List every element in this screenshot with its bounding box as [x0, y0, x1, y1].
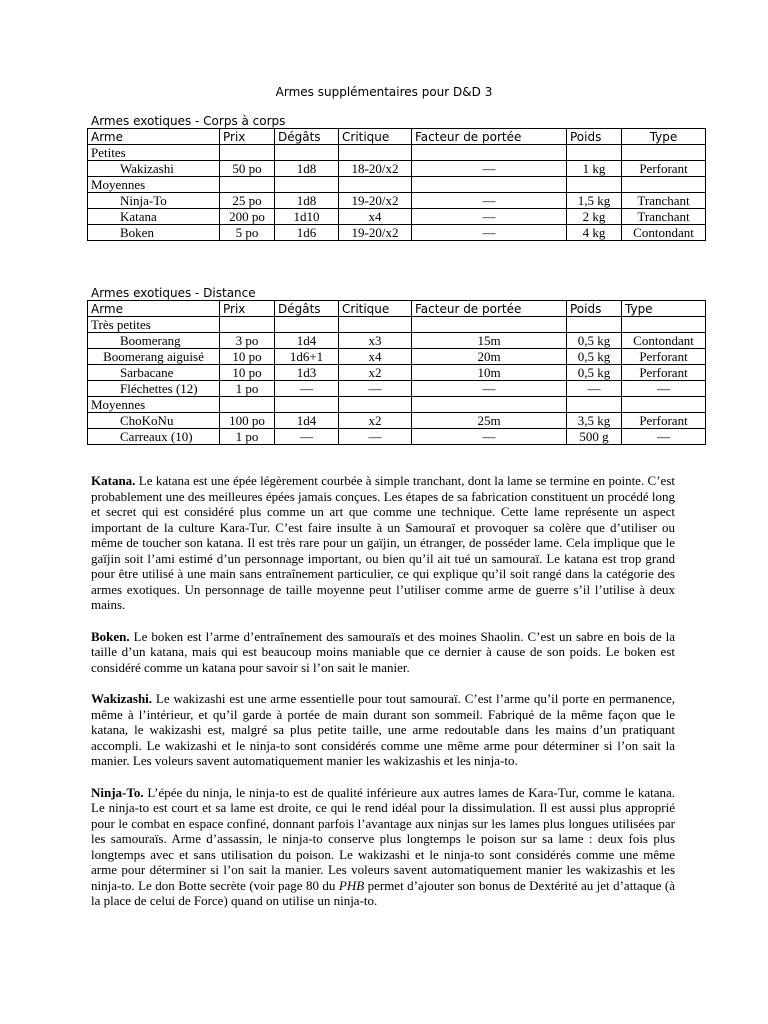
table-row — [88, 193, 706, 209]
wakizashi-text: Le wakizashi est une arme essentielle pour tout samouraï. C’est l’arme qu’il porte en permanence, même à l’intérieur, et qu’il garde à portée de main durant son sommeil. Fabriqué de la même façon que le katana, le wakizashi est, malgré sa plus petite taille, une arme redoutable dans les mains d’un pratiquant accompli. Le wakizashi et le ninja-to sont considérés comme une même arme pour déterminer si l’on sait la manier. Les voleurs savent automatiquement manier les wakizashis et les ninja-to. — [91, 691, 675, 768]
col-header-prix: Prix — [220, 301, 275, 317]
table-cell: 1d8 — [275, 161, 339, 177]
table-cell: 0,5 kg — [567, 365, 622, 381]
term-ninjato: Ninja-To. — [91, 784, 144, 800]
katana-text: Le katana est une épée légèrement courbée à simple tranchant, dont la lame se termine en pointe. C’est probablement une des meilleures épées jamais conçues. Les étapes de sa fabrication constituent un procédé long et secret qui est considéré plus comme un art que comme une technique. Cette lame représente un aspect important de la culture Kara-Tur. C’est faire insulte à un Samouraï et provoquer sa colère que d’utiliser ou même de toucher son katana. Il est très rare pour un gaïjin, un étranger, de posséder lame. Cela implique que le gaïjin soit l’ami estimé d’un personnage important, ou bien qu’il ait tué un samouraï. Le katana est trop grand pour être utilisé à une main sans entraînement particulier, ce qui explique qu’il soit rangé dans la catégorie des armes exotiques. Un personnage de taille moyenne peut l’utiliser comme arme de guerre s’il l’utilise à deux mains. — [91, 473, 675, 612]
table-cell — [275, 145, 339, 161]
table-cell — [412, 177, 567, 193]
col-header-type: Type — [622, 129, 706, 145]
col-header-degats: Dégâts — [275, 129, 339, 145]
table-cell: 2 kg — [567, 209, 622, 225]
melee-weapons-table — [87, 128, 706, 241]
table-cell — [220, 317, 275, 333]
table-cell — [275, 397, 339, 413]
weapon-name-cell: Katana — [88, 209, 220, 225]
table-cell: 4 kg — [567, 225, 622, 241]
table-cell: 0,5 kg — [567, 349, 622, 365]
col-header-arme: Arme — [88, 301, 220, 317]
ninjato-paragraph — [91, 785, 675, 909]
table-cell: 10 po — [220, 349, 275, 365]
table-cell: x2 — [339, 365, 412, 381]
ninjato-text-1: L’épée du ninja, le ninja-to est de qualité inférieure aux autres lames de Kara-Tur, comme le katana. Le ninja-to est court et sa lame est droite, ce qui le rend idéal pour la dissimulation. Il est aussi plus approprié pour le combat en espace confiné, donnant parfois l’avantage aux ninjas sur les lames plus longues utilisées par les samouraïs. Arme d’assassin, le ninja-to conserve plus longtemps le poison sur sa lame : deux fois plus longtemps avec et sans utilisation du poison. Le wakizashi et le ninja-to sont considérés comme une même arme pour déterminer si l’on sait la manier. Les voleurs savent automatiquement manier les wakizashis et les ninja-to. Le don Botte secrète (voir page 80 du — [91, 784, 675, 893]
table-cell: 500 g — [567, 429, 622, 445]
col-header-poids: Poids — [567, 301, 622, 317]
table-cell: x4 — [339, 349, 412, 365]
table-cell: 1d8 — [275, 193, 339, 209]
weapon-name-cell: ChoKoNu — [88, 413, 220, 429]
phb-reference: PHB — [338, 877, 365, 893]
melee-table-caption: Armes exotiques - Corps à corps — [91, 114, 286, 128]
table-cell — [220, 145, 275, 161]
table-cell — [567, 317, 622, 333]
table-cell: Tranchant — [622, 209, 706, 225]
table-row — [88, 145, 706, 161]
table-cell: 10 po — [220, 365, 275, 381]
table-cell: 5 po — [220, 225, 275, 241]
table-cell — [412, 317, 567, 333]
table-cell: 0,5 kg — [567, 333, 622, 349]
table-cell: — — [412, 429, 567, 445]
table-cell — [567, 397, 622, 413]
table-cell: 10m — [412, 365, 567, 381]
table-cell — [412, 397, 567, 413]
ranged-table-caption: Armes exotiques - Distance — [91, 286, 256, 300]
table-cell: 1d6+1 — [275, 349, 339, 365]
col-header-prix: Prix — [220, 129, 275, 145]
table-cell — [339, 397, 412, 413]
table-cell: 3,5 kg — [567, 413, 622, 429]
table-row — [88, 177, 706, 193]
table-row — [88, 365, 706, 381]
category-cell: Très petites — [88, 317, 220, 333]
table-cell: Tranchant — [622, 193, 706, 209]
table-row — [88, 317, 706, 333]
table-cell: — — [275, 429, 339, 445]
table-cell: Perforant — [622, 413, 706, 429]
table-row — [88, 161, 706, 177]
weapon-name-cell: Carreaux (10) — [88, 429, 220, 445]
descriptions-block — [91, 473, 675, 925]
table-cell: 1 po — [220, 381, 275, 397]
weapon-name-cell: Fléchettes (12) — [88, 381, 220, 397]
table-cell: 15m — [412, 333, 567, 349]
table-cell: 18-20/x2 — [339, 161, 412, 177]
term-katana: Katana. — [91, 473, 136, 488]
table-row — [88, 333, 706, 349]
katana-paragraph — [91, 473, 675, 613]
table-row — [88, 225, 706, 241]
table-cell: Perforant — [622, 349, 706, 365]
table-cell: Contondant — [622, 333, 706, 349]
table-cell: — — [622, 381, 706, 397]
table-cell: 19-20/x2 — [339, 193, 412, 209]
table-cell: 25 po — [220, 193, 275, 209]
col-header-portee: Facteur de portée — [412, 129, 567, 145]
table-header-row — [88, 301, 706, 317]
table-cell — [339, 177, 412, 193]
table-cell: 1d4 — [275, 413, 339, 429]
weapon-name-cell: Sarbacane — [88, 365, 220, 381]
table-cell: 19-20/x2 — [339, 225, 412, 241]
table-cell: 1 kg — [567, 161, 622, 177]
table-cell: — — [412, 381, 567, 397]
table-cell: — — [339, 381, 412, 397]
table-cell: 1d3 — [275, 365, 339, 381]
col-header-poids: Poids — [567, 129, 622, 145]
wakizashi-paragraph — [91, 691, 675, 769]
weapon-name-cell: Wakizashi — [88, 161, 220, 177]
table-cell: x4 — [339, 209, 412, 225]
term-boken: Boken. — [91, 628, 130, 644]
table-row — [88, 413, 706, 429]
col-header-critique: Critique — [339, 129, 412, 145]
table-cell: 200 po — [220, 209, 275, 225]
weapon-name-cell: Boomerang aiguisé — [88, 349, 220, 365]
col-header-critique: Critique — [339, 301, 412, 317]
term-wakizashi: Wakizashi. — [91, 691, 153, 706]
table-cell: Contondant — [622, 225, 706, 241]
col-header-arme: Arme — [88, 129, 220, 145]
table-cell — [220, 397, 275, 413]
weapon-name-cell: Boken — [88, 225, 220, 241]
table-cell: — — [412, 161, 567, 177]
ranged-weapons-table — [87, 300, 706, 445]
boken-paragraph — [91, 629, 675, 676]
category-cell: Moyennes — [88, 177, 220, 193]
table-cell: — — [412, 225, 567, 241]
table-row — [88, 209, 706, 225]
table-cell — [622, 145, 706, 161]
table-row — [88, 397, 706, 413]
table-cell: 1d10 — [275, 209, 339, 225]
table-cell: Perforant — [622, 161, 706, 177]
table-cell: 20m — [412, 349, 567, 365]
table-row — [88, 349, 706, 365]
table-cell: 3 po — [220, 333, 275, 349]
table-cell — [622, 397, 706, 413]
table-cell: 100 po — [220, 413, 275, 429]
weapon-name-cell: Ninja-To — [88, 193, 220, 209]
table-cell: 50 po — [220, 161, 275, 177]
table-cell: — — [622, 429, 706, 445]
category-cell: Moyennes — [88, 397, 220, 413]
table-cell — [275, 177, 339, 193]
table-cell — [567, 177, 622, 193]
table-cell — [275, 317, 339, 333]
table-cell: — — [339, 429, 412, 445]
table-cell: 25m — [412, 413, 567, 429]
table-cell — [622, 177, 706, 193]
weapon-name-cell: Boomerang — [88, 333, 220, 349]
table-header-row — [88, 129, 706, 145]
table-cell — [339, 317, 412, 333]
table-cell — [622, 317, 706, 333]
table-cell: — — [412, 209, 567, 225]
boken-text: Le boken est l’arme d’entraînement des samouraïs et des moines Shaolin. C’est un sabre en bois de la taille d’un katana, mais qui est beaucoup moins maniable que ce dernier à cause de son poids. Le boken est considéré comme un katana pour savoir si l’on sait le manier. — [91, 628, 675, 675]
col-header-type: Type — [622, 301, 706, 317]
table-cell: Perforant — [622, 365, 706, 381]
table-cell — [220, 177, 275, 193]
ninjato-text-2: permet d’ajouter son bonus de Dextérité au jet d’attaque (à la place de celui de Force) quand on utilise un ninja-to. — [91, 877, 675, 908]
col-header-portee: Facteur de portée — [412, 301, 567, 317]
table-cell: x3 — [339, 333, 412, 349]
table-row — [88, 429, 706, 445]
table-cell — [412, 145, 567, 161]
category-cell: Petites — [88, 145, 220, 161]
table-cell: — — [275, 381, 339, 397]
table-cell: 1d4 — [275, 333, 339, 349]
table-cell — [339, 145, 412, 161]
table-cell: 1d6 — [275, 225, 339, 241]
table-cell: 1,5 kg — [567, 193, 622, 209]
table-cell: — — [567, 381, 622, 397]
table-cell — [567, 145, 622, 161]
table-row — [88, 381, 706, 397]
col-header-degats: Dégâts — [275, 301, 339, 317]
document-title: Armes supplémentaires pour D&D 3 — [275, 85, 493, 99]
table-cell: x2 — [339, 413, 412, 429]
table-cell: 1 po — [220, 429, 275, 445]
table-cell: — — [412, 193, 567, 209]
